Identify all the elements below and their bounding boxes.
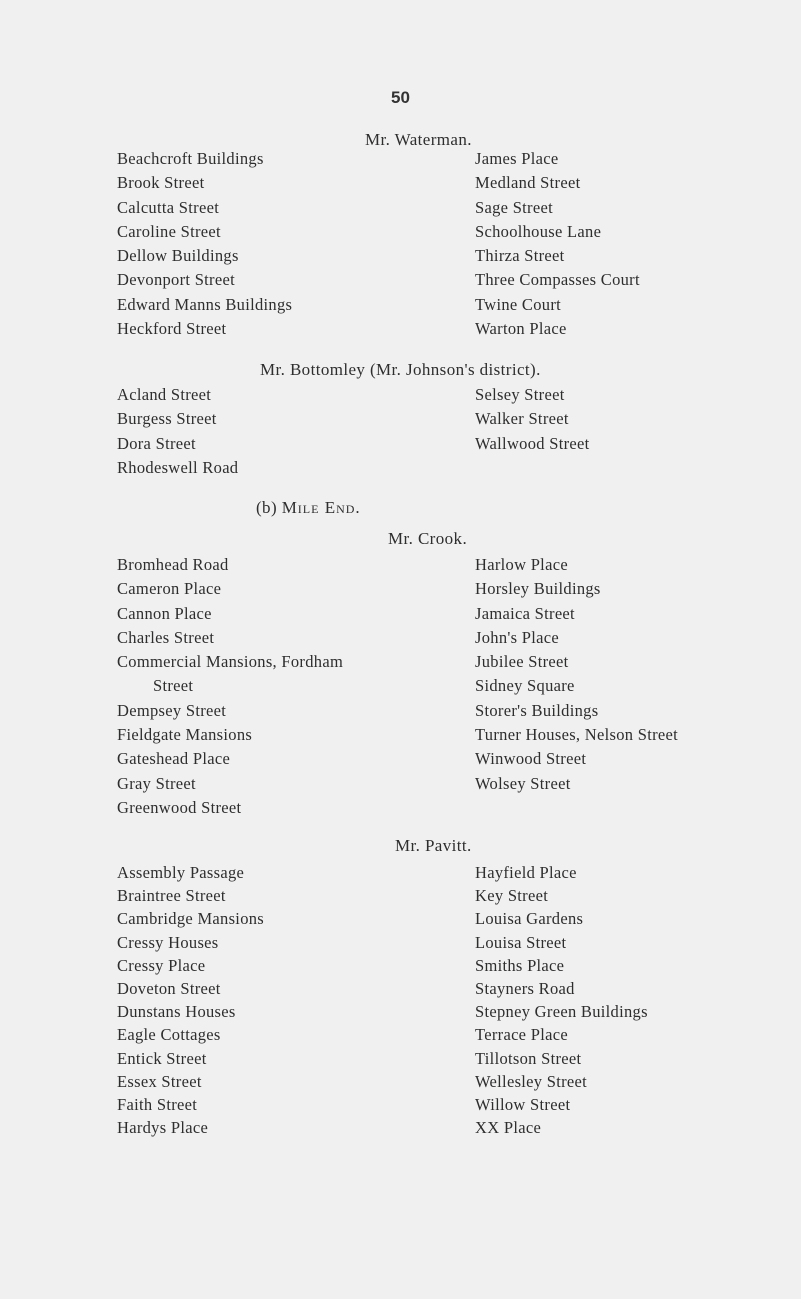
list-item: Selsey Street [475,385,565,404]
mile-end-prefix: (b) [256,498,278,517]
list-item: Walker Street [475,409,569,429]
bottomley-left-list [117,383,238,480]
list-item: Caroline Street [117,221,221,241]
heading-bottomley: Mr. Bottomley (Mr. Johnson's district). [260,360,541,379]
list-item: Greenwood Street [117,797,242,817]
list-item: Harlow Place [475,555,568,574]
list-item: Calcutta Street [117,197,220,217]
list-item: Willow Street [475,1094,571,1114]
list-item: James Place [475,149,559,168]
list-item: Wolsey Street [475,773,571,793]
list-item: Cressy Houses [117,932,219,952]
list-item: Cambridge Mansions [117,909,265,929]
heading-waterman: Mr. Waterman. [365,130,472,149]
list-item: Charles Street [117,627,215,647]
list-item: Gray Street [117,773,196,793]
bottomley-right-list [475,383,590,456]
list-item: Schoolhouse Lane [475,221,602,241]
heading-crook: Mr. Crook. [388,529,468,548]
mile-end-title: Mile End. [281,498,361,517]
list-item: Braintree Street [117,886,226,906]
list-item: Doveton Street [117,978,221,998]
crook-right-list [475,553,678,796]
list-item: Burgess Street [117,409,217,429]
list-item: Wallwood Street [475,433,590,453]
list-item: Hardys Place [117,1118,209,1138]
list-item: Rhodeswell Road [117,457,239,477]
list-item: Entick Street [117,1048,207,1068]
list-item: Essex Street [117,1071,202,1091]
pavitt-left-list [117,861,264,1139]
list-item: Three Compasses Court [475,270,640,290]
list-item: Smiths Place [475,955,565,975]
list-item: Cannon Place [117,603,212,623]
list-item: Louisa Street [475,932,567,952]
crook-left-list [117,553,343,820]
list-item-continuation: Street [153,676,194,696]
list-item: Key Street [475,886,549,906]
list-item: Commercial Mansions, Fordham [117,652,344,672]
list-item: Cressy Place [117,955,206,975]
list-item: Hayfield Place [475,863,577,882]
list-item: Jamaica Street [475,603,575,623]
list-item: Twine Court [475,294,562,314]
list-item: Louisa Gardens [475,909,584,929]
waterman-right-list [475,147,640,341]
list-item: Acland Street [117,385,212,404]
list-item: Assembly Passage [117,863,245,882]
list-item: Heckford Street [117,319,227,339]
list-item: Warton Place [475,319,567,339]
list-item: Bromhead Road [117,555,229,574]
list-item: Dora Street [117,433,196,453]
list-item: Faith Street [117,1094,198,1114]
list-item: Terrace Place [475,1025,568,1045]
pavitt-right-list [475,861,648,1139]
list-item: Jubilee Street [475,652,569,672]
list-item: Stepney Green Buildings [475,1002,648,1022]
list-item: Winwood Street [475,749,587,769]
waterman-left-list [117,147,292,341]
list-item: Medland Street [475,173,581,193]
list-item: Tillotson Street [475,1048,582,1068]
list-item: Wellesley Street [475,1071,588,1091]
list-item: Stayners Road [475,978,575,998]
list-item: Dempsey Street [117,700,227,720]
list-item: Brook Street [117,173,205,193]
list-item: Devonport Street [117,270,235,290]
list-item: Sidney Square [475,676,575,696]
list-item: Dunstans Houses [117,1002,236,1022]
list-item: Gateshead Place [117,749,231,769]
list-item: Storer's Buildings [475,700,599,720]
list-item: Edward Manns Buildings [117,294,293,314]
list-item: Beachcroft Buildings [117,149,264,168]
heading-mile-end [256,498,361,518]
list-item: Turner Houses, Nelson Street [475,725,679,745]
list-item: Thirza Street [475,246,565,266]
list-item: Horsley Buildings [475,579,601,599]
list-item: Sage Street [475,197,553,217]
list-item: John's Place [475,627,560,647]
list-item: Fieldgate Mansions [117,725,253,745]
heading-pavitt: Mr. Pavitt. [395,836,472,855]
list-item: Dellow Buildings [117,246,239,266]
page-number: 50 [391,88,410,107]
list-item: Eagle Cottages [117,1025,221,1045]
list-item: XX Place [475,1118,542,1138]
list-item: Cameron Place [117,579,222,599]
